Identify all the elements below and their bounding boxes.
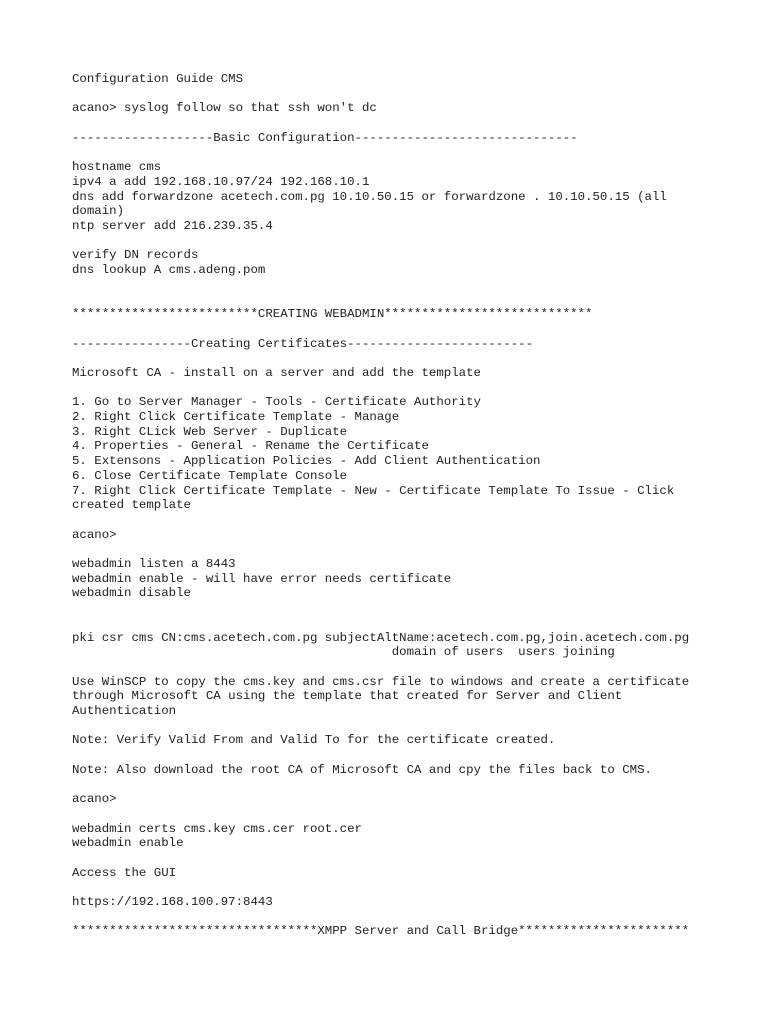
document-line: 7. Right Click Certificate Template - New - Certificate Template To Issue - Click — [72, 483, 675, 498]
document-line: 1. Go to Server Manager - Tools - Certificate Authority — [72, 395, 481, 410]
document-line: acano> — [72, 527, 117, 542]
document-line — [72, 660, 689, 675]
document-line: Use WinSCP to copy the cms.key and cms.csr file to windows and create a certificate — [72, 674, 690, 689]
document-line: *************************CREATING WEBADMIN**************************** — [72, 307, 593, 322]
document-line — [72, 807, 689, 822]
document-line: dns add forwardzone acetech.com.pg 10.10.50.15 or forwardzone . 10.10.50.15 (all — [72, 189, 667, 204]
document-line: webadmin certs cms.key cms.cer root.cer — [72, 821, 362, 836]
document-line: Configuration Guide CMS — [72, 72, 244, 86]
document-line: domain of users users joining — [72, 645, 615, 660]
document-line: webadmin listen a 8443 — [72, 557, 236, 572]
document-line — [72, 351, 689, 366]
document-line: 5. Extensons - Application Policies - Add Client Authentication — [72, 454, 541, 469]
document-line: Note: Also download the root CA of Microsoft CA and cpy the files back to CMS. — [72, 762, 652, 777]
document-line — [72, 381, 689, 396]
document-line — [72, 542, 689, 557]
document-line: Note: Verify Valid From and Valid To for the certificate created. — [72, 733, 556, 748]
document-line: pki csr cms CN:cms.acetech.com.pg subjectAltName:acetech.com.pg,join.acetech.com.pg — [72, 630, 690, 645]
document-line — [72, 234, 689, 249]
document-line: hostname cms — [72, 160, 162, 175]
document-line — [72, 292, 689, 307]
document-line: 2. Right Click Certificate Template - Manage — [72, 410, 400, 425]
document-line — [72, 851, 689, 866]
document-line: https://192.168.100.97:8443 — [72, 895, 273, 910]
document-line: 4. Properties - General - Rename the Certificate — [72, 439, 429, 454]
document-line: webadmin disable — [72, 586, 191, 601]
document-line: *********************************XMPP Server and Call Bridge*********************** — [72, 924, 690, 939]
document-line — [72, 880, 689, 895]
document-line: through Microsoft CA using the template that created for Server and Client — [72, 689, 623, 704]
document-line — [72, 322, 689, 337]
document-line: ----------------Creating Certificates------------------------- — [72, 336, 534, 351]
document-line — [72, 513, 689, 528]
document-line: Access the GUI — [72, 865, 177, 880]
document-line — [72, 116, 689, 131]
document-line — [72, 601, 689, 616]
document-line: 3. Right CLick Web Server - Duplicate — [72, 424, 348, 439]
document-line: domain) — [72, 204, 125, 219]
document-line — [72, 748, 689, 763]
document-line — [72, 778, 689, 793]
document-line: Authentication — [72, 704, 177, 719]
document-line: 6. Close Certificate Template Console — [72, 468, 348, 483]
document-line — [72, 616, 689, 631]
document-line: -------------------Basic Configuration------------------------------ — [72, 130, 578, 145]
document-line: verify DN records — [72, 248, 199, 263]
document-line: webadmin enable — [72, 836, 184, 851]
document-line: acano> — [72, 792, 117, 807]
document-text — [72, 72, 689, 939]
document-line — [72, 278, 689, 293]
document-line: ntp server add 216.239.35.4 — [72, 218, 273, 233]
document-line: ipv4 a add 192.168.10.97/24 192.168.10.1 — [72, 174, 370, 189]
document-line — [72, 719, 689, 734]
document-line: webadmin enable - will have error needs certificate — [72, 571, 452, 586]
document-line — [72, 910, 689, 925]
document-line: dns lookup A cms.adeng.pom — [72, 263, 266, 278]
document-line: Microsoft CA - install on a server and add the template — [72, 365, 481, 380]
document-line: acano> syslog follow so that ssh won't dc — [72, 101, 377, 116]
document-line — [72, 145, 689, 160]
document-line — [72, 87, 689, 102]
document-line: created template — [72, 498, 191, 513]
